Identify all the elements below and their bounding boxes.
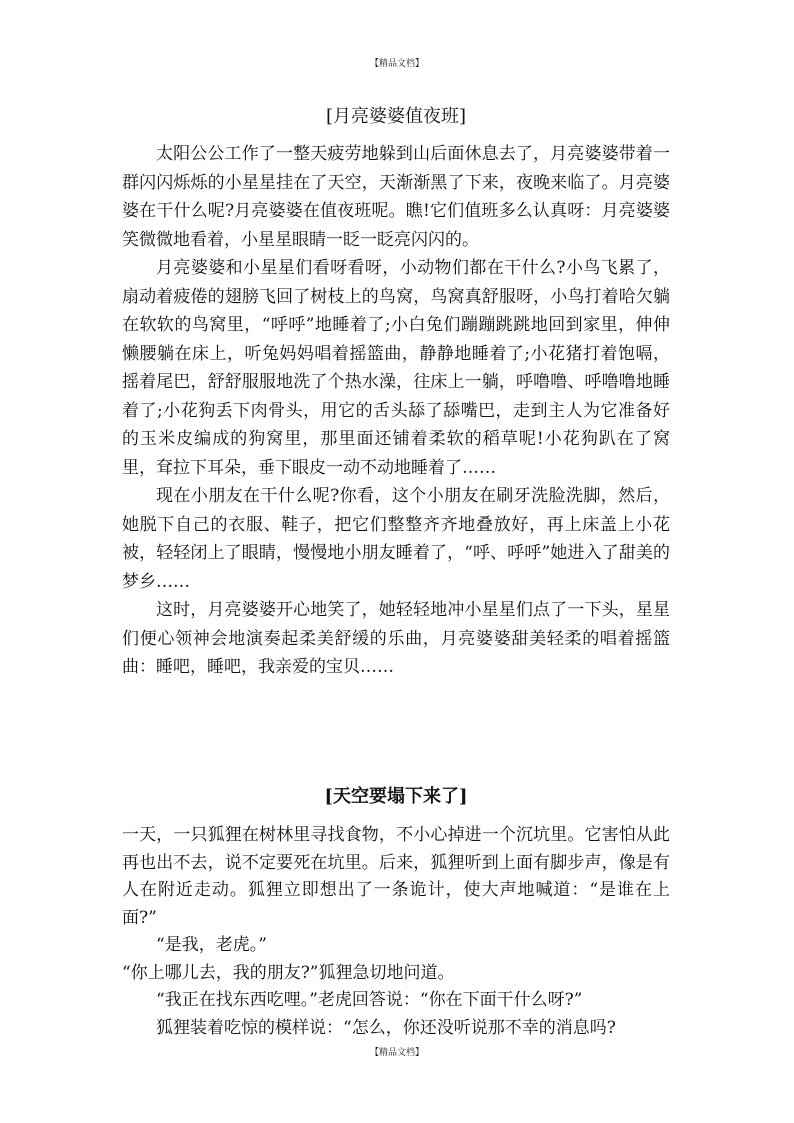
- story-paragraph: “是我，老虎。”: [156, 935, 267, 955]
- story-paragraph: 现在小朋友在干什么呢?你看，这个小朋友在刷牙洗脸洗脚，然后，她脱下自己的衣服、鞋子，把它们整整齐齐地叠放好，再上床盖上小花被，轻轻闭上了眼睛，慢慢地小朋友睡着了，“呼、呼呼”她进入了甜美的梦乡……: [122, 486, 670, 592]
- story-moon-granny: [122, 100, 670, 682]
- story-paragraph: 狐狸装着吃惊的模样说：“怎么，你还没听说那不幸的消息吗?: [156, 1017, 616, 1038]
- story-sky-falling: [122, 782, 670, 1042]
- story-paragraph: “你上哪儿去，我的朋友?”狐狸急切地问道。: [122, 962, 455, 983]
- story-paragraph: 太阳公公工作了一整天疲劳地躲到山后面休息去了，月亮婆婆带着一群闪闪烁烁的小星星挂在了天空，天渐渐黑了下来，夜晚来临了。月亮婆婆在干什么呢?月亮婆婆在值夜班呢。瞧!它们值班多么认真呀：月亮婆婆笑微微地看着，小星星眼睛一眨一眨亮闪闪的。: [122, 144, 670, 250]
- story-title: [天空要塌下来了]: [324, 786, 468, 807]
- page-header: 【精品文档】: [369, 59, 424, 69]
- story-paragraph: 这时，月亮婆婆开心地笑了，她轻轻地冲小星星们点了一下头，星星们便心领神会地演奏起柔美舒缓的乐曲，月亮婆婆甜美轻柔的唱着摇篮曲：睡吧，睡吧，我亲爱的宝贝……: [122, 600, 670, 677]
- story-title: [月亮婆婆值夜班]: [325, 106, 467, 127]
- story-paragraph: 月亮婆婆和小星星们看呀看呀，小动物们都在干什么?小鸟飞累了，扇动着疲倦的翅膀飞回了树枝上的鸟窝，鸟窝真舒服呀，小鸟打着哈欠躺在软软的鸟窝里，“呼呼”地睡着了;小白兔们蹦蹦跳跳地回到家里，伸伸懒腰躺在床上，听兔妈妈唱着摇篮曲，静静地睡着了;小花猪打着饱嗝，摇着尾巴，舒舒服服地洗了个热水澡，往床上一躺，呼噜噜、呼噜噜地睡着了;小花狗丢下肉骨头，用它的舌头舔了舔嘴巴，走到主人为它准备好的玉米皮编成的狗窝里，那里面还铺着柔软的稻草呢!小花狗趴在了窝里，耷拉下耳朵，垂下眼皮一动不动地睡着了……: [122, 258, 670, 478]
- page-footer: 【精品文档】: [369, 1048, 424, 1058]
- story-paragraph: 一天，一只狐狸在树林里寻找食物，不小心掉进一个沉坑里。它害怕从此再也出不去，说不定要死在坑里。后来，狐狸听到上面有脚步声，像是有人在附近走动。狐狸立即想出了一条诡计，使大声地喊道：“是谁在上面?”: [122, 825, 670, 928]
- story-paragraph: “我正在找东西吃哩。”老虎回答说：“你在下面干什么呀?”: [156, 990, 583, 1010]
